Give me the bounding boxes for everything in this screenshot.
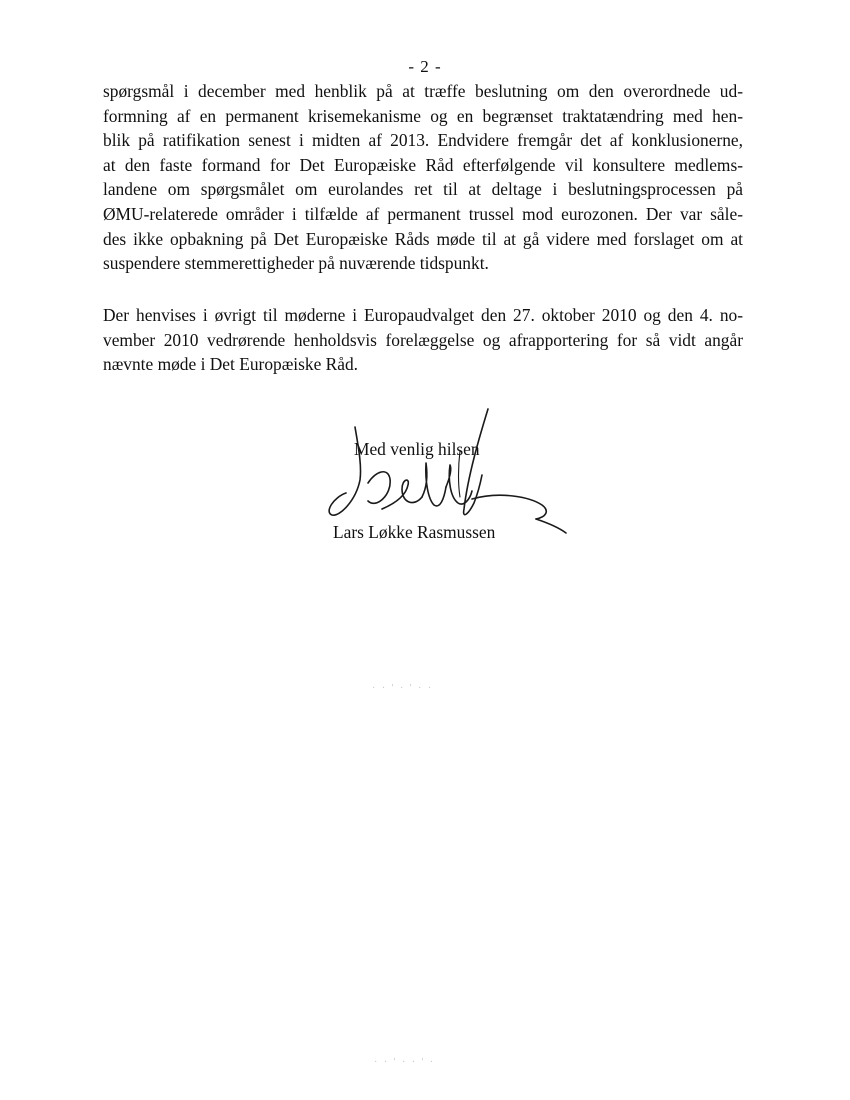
paragraph-line: des ikke opbakning på Det Europæiske Råds møde til at gå videre med forslaget om at [103, 228, 743, 249]
body-paragraph-1 [103, 79, 743, 276]
paragraph-line: blik på ratifikation senest i midten af 2013. Endvidere fremgår det af konklusionerne, [103, 130, 743, 151]
paragraph-line: formning af en permanent krisemekanisme og en begrænset traktatændring med hen- [103, 105, 743, 126]
paragraph-line: ØMU-relaterede områder i tilfælde af permanent trussel mod eurozonen. Der var såle- [103, 203, 743, 224]
paragraph-line: suspendere stemmerettigheder på nuværende tidspunkt. [103, 253, 489, 274]
page-number: - 2 - [408, 57, 442, 76]
body-paragraph-2 [103, 303, 743, 377]
paragraph-line: at den faste formand for Det Europæiske Råd efterfølgende vil konsultere medlems- [103, 154, 743, 175]
paragraph-line: landene om spørgsmålet om eurolandes ret til at deltage i beslutningsprocessen på [103, 179, 743, 200]
paragraph-line: spørgsmål i december med henblik på at træffe beslutning om den overordnede ud- [103, 81, 743, 101]
paragraph-line: vember 2010 vedrørende henholdsvis forelæggelse og afrapportering for så vidt angår [103, 329, 743, 350]
paragraph-line: nævnte møde i Det Europæiske Råd. [103, 354, 359, 375]
scan-artifact: · · ' · ' · · [372, 683, 434, 694]
scan-artifact: · · ' · · ' · [374, 1057, 436, 1068]
paragraph-line: Der henvises i øvrigt til møderne i Europaudvalget den 27. oktober 2010 og den 4. no- [103, 305, 743, 325]
signer-name: Lars Løkke Rasmussen [333, 522, 496, 542]
closing-salutation: Med venlig hilsen [354, 439, 480, 459]
